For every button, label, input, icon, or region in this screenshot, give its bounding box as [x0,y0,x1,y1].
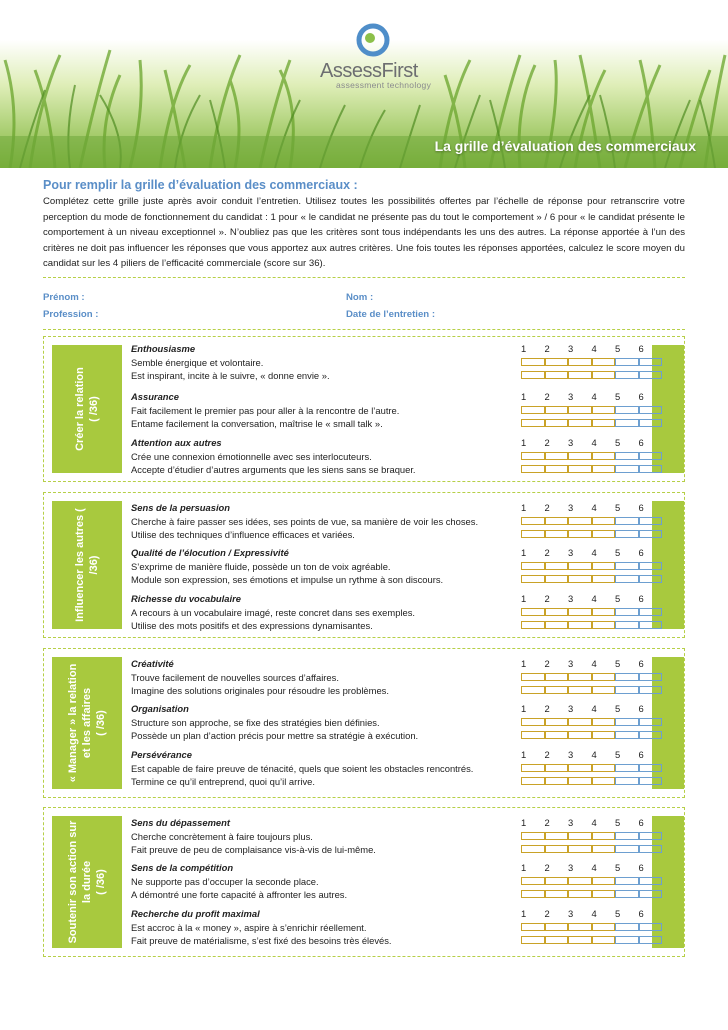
scale-number: 4 [591,908,597,919]
scale-number: 1 [521,502,527,513]
rating-scale [521,702,662,743]
scale-number: 2 [544,391,550,402]
rating-checkbox[interactable] [639,575,663,583]
rating-checkbox[interactable] [521,621,545,629]
scale-number: 5 [615,703,621,714]
scale-number: 6 [638,547,644,558]
rating-checkbox[interactable] [592,371,616,379]
scale-number: 6 [638,391,644,402]
rating-checkbox[interactable] [639,358,663,366]
rating-checkbox[interactable] [639,686,663,694]
scale-number: 4 [591,703,597,714]
rating-checkbox[interactable] [615,530,639,538]
scale-number: 5 [615,391,621,402]
section-label-bar [52,657,122,789]
rating-checkbox[interactable] [615,731,639,739]
rating-checkbox[interactable] [568,936,592,944]
scale-number: 1 [521,343,527,354]
criterion: Sens de la persuasion Cherche à faire passer ses idées, ses points de vue, sa manière de voir les choses. Utilise des techniques d’influence efficaces et variées. [131,502,479,540]
rating-checkbox[interactable] [639,530,663,538]
rating-checkbox[interactable] [592,890,616,898]
criterion: Organisation Structure son approche, se fixe des stratégies bien définies. Possède un plan d’action précis pour mettre sa stratégie à exécution. [131,703,419,741]
rating-checkbox[interactable] [545,718,569,726]
rating-checkbox[interactable] [521,718,545,726]
rating-checkbox[interactable] [615,936,639,944]
rating-checkbox[interactable] [568,877,592,885]
rating-checkbox[interactable] [545,562,569,570]
scale-number: 6 [638,817,644,828]
rating-scale [521,748,662,789]
scale-number: 4 [591,749,597,760]
rating-checkbox[interactable] [639,764,663,772]
scale-number: 2 [544,437,550,448]
scale-number: 3 [568,908,574,919]
rating-checkbox[interactable] [545,517,569,525]
rating-checkbox[interactable] [615,621,639,629]
rating-checkbox[interactable] [615,419,639,427]
intro-text: Complétez cette grille juste après avoir conduit l’entretien. Utilisez toutes les possibilités offertes par l’échelle de réponse pour retranscrire votre perception du mode de fonctionnement du candidat : 1 pour « le candidat ne présente pas du tout le comportement » / 6 pour « le candidat présente le comportement à un niveau exceptionnel ». N’oubliez pas que les critères sont tous indépendants les uns des autres. La réponse apportée à l’un des critères ne doit pas influencer les réponses que vous apportez aux autres critères. Une fois toutes les réponses apportées, calculez le score moyen du candidat sur les 4 piliers de l’efficacité commerciale (score sur 36). [43,196,685,270]
rating-checkbox[interactable] [545,465,569,473]
scale-number: 3 [568,547,574,558]
section-label: Créer la relation ( /36) [74,367,100,451]
rating-checkbox[interactable] [639,777,663,785]
rating-checkbox[interactable] [568,452,592,460]
page-title: La grille d’évaluation des commerciaux [434,138,696,154]
rating-scale [521,546,662,587]
rating-checkbox[interactable] [568,358,592,366]
rating-checkbox[interactable] [521,562,545,570]
rating-checkbox[interactable] [639,731,663,739]
scale-number: 1 [521,908,527,919]
scale-number: 3 [568,502,574,513]
rating-checkbox[interactable] [521,877,545,885]
scale-number: 1 [521,703,527,714]
rating-checkbox[interactable] [592,923,616,931]
rating-checkbox[interactable] [521,777,545,785]
section-influencer [43,492,685,638]
scale-number: 1 [521,749,527,760]
scale-number: 6 [638,658,644,669]
rating-checkbox[interactable] [615,686,639,694]
scale-number: 5 [615,658,621,669]
scale-number: 3 [568,391,574,402]
rating-checkbox[interactable] [615,406,639,414]
profession-label[interactable]: Profession : [43,309,99,320]
rating-checkbox[interactable] [568,608,592,616]
logo-name: AssessFirst [320,60,418,82]
criterion: Assurance Fait facilement le premier pas pour aller à la rencontre de l’autre. Entame facilement la conversation, maîtrise le « small talk ». [131,391,400,429]
rating-checkbox[interactable] [545,777,569,785]
rating-checkbox[interactable] [639,877,663,885]
rating-checkbox[interactable] [545,608,569,616]
rating-checkbox[interactable] [639,673,663,681]
scale-number: 5 [615,749,621,760]
scale-number: 3 [568,343,574,354]
criterion: Sens du dépassement Cherche concrètement à faire toujours plus. Fait preuve de peu de complaisance vis-à-vis de lui-même. [131,817,376,855]
rating-checkbox[interactable] [568,832,592,840]
criterion: Créativité Trouve facilement de nouvelles sources d’affaires. Imagine des solutions originales pour résoudre les problèmes. [131,658,389,696]
scale-number: 1 [521,547,527,558]
scale-number: 6 [638,343,644,354]
rating-checkbox[interactable] [545,358,569,366]
rating-checkbox[interactable] [592,452,616,460]
rating-checkbox[interactable] [615,877,639,885]
rating-checkbox[interactable] [639,371,663,379]
scale-number: 5 [615,437,621,448]
rating-checkbox[interactable] [521,530,545,538]
scale-number: 6 [638,908,644,919]
rating-scale [521,342,662,383]
rating-scale [521,436,662,477]
rating-scale [521,390,662,431]
rating-checkbox[interactable] [568,890,592,898]
rating-checkbox[interactable] [592,562,616,570]
rating-checkbox[interactable] [521,686,545,694]
rating-checkbox[interactable] [639,465,663,473]
scale-number: 3 [568,658,574,669]
rating-checkbox[interactable] [615,890,639,898]
rating-checkbox[interactable] [592,936,616,944]
rating-checkbox[interactable] [521,465,545,473]
logo-tagline: assessment technology [336,80,432,90]
rating-checkbox[interactable] [545,877,569,885]
rating-checkbox[interactable] [639,608,663,616]
scale-number: 2 [544,658,550,669]
rating-checkbox[interactable] [639,718,663,726]
rating-checkbox[interactable] [639,923,663,931]
scale-number: 2 [544,862,550,873]
rating-checkbox[interactable] [615,673,639,681]
rating-checkbox[interactable] [545,764,569,772]
scale-number: 5 [615,547,621,558]
scale-number: 6 [638,749,644,760]
rating-checkbox[interactable] [615,832,639,840]
criterion: Qualité de l’élocution / Expressivité S’exprime de manière fluide, possède un ton de voix agréable. Module son expression, ses émotions et impulse un rythme à son discours. [131,547,444,585]
rating-checkbox[interactable] [545,371,569,379]
scale-number: 1 [521,593,527,604]
rating-checkbox[interactable] [639,845,663,853]
rating-checkbox[interactable] [568,530,592,538]
scale-number: 2 [544,749,550,760]
rating-checkbox[interactable] [615,452,639,460]
rating-checkbox[interactable] [521,936,545,944]
section-label-bar [52,501,122,629]
section-label: « Manager » la relation et les affaires ( /36) [67,663,107,783]
rating-checkbox[interactable] [545,923,569,931]
section-manager-relation [43,648,685,798]
scale-number: 4 [591,391,597,402]
rating-checkbox[interactable] [592,731,616,739]
scale-number: 1 [521,862,527,873]
rating-checkbox[interactable] [592,419,616,427]
rating-checkbox[interactable] [568,517,592,525]
rating-checkbox[interactable] [639,452,663,460]
rating-checkbox[interactable] [592,777,616,785]
section-label: Soutenir son action sur la durée ( /36) [67,820,107,944]
rating-checkbox[interactable] [592,517,616,525]
section-label: Influencer les autres ( /36) [74,508,100,622]
scale-number: 1 [521,658,527,669]
rating-checkbox[interactable] [568,731,592,739]
section-creer-relation [43,336,685,482]
rating-checkbox[interactable] [615,608,639,616]
rating-checkbox[interactable] [521,371,545,379]
intro-title: Pour remplir la grille d’évaluation des commerciaux : [43,178,358,192]
rating-checkbox[interactable] [521,419,545,427]
scale-number: 6 [638,703,644,714]
rating-checkbox[interactable] [615,718,639,726]
rating-checkbox[interactable] [545,673,569,681]
scale-number: 1 [521,437,527,448]
criterion: Persévérance Est capable de faire preuve de ténacité, quels que soient les obstacles rencontrés. Termine ce qu’il entreprend, quoi qu’il arrive. [131,749,474,787]
rating-checkbox[interactable] [615,764,639,772]
rating-checkbox[interactable] [615,371,639,379]
rating-checkbox[interactable] [568,845,592,853]
rating-checkbox[interactable] [521,358,545,366]
rating-scale [521,861,662,902]
rating-checkbox[interactable] [521,517,545,525]
divider [43,277,685,278]
scale-number: 6 [638,593,644,604]
scale-number: 5 [615,593,621,604]
rating-checkbox[interactable] [568,718,592,726]
rating-checkbox[interactable] [615,465,639,473]
scale-number: 6 [638,437,644,448]
rating-checkbox[interactable] [545,832,569,840]
scale-number: 5 [615,862,621,873]
scale-number: 5 [615,343,621,354]
nom-label[interactable]: Nom : [346,292,374,303]
scale-number: 4 [591,343,597,354]
rating-checkbox[interactable] [521,832,545,840]
rating-checkbox[interactable] [592,358,616,366]
rating-scale [521,657,662,698]
criterion: Attention aux autres Crée une connexion émotionnelle avec ses interlocuteurs. Accepte d’étudier d’autres arguments que les siens sans se braquer. [131,437,416,475]
rating-checkbox[interactable] [639,562,663,570]
rating-checkbox[interactable] [568,764,592,772]
rating-checkbox[interactable] [568,923,592,931]
rating-checkbox[interactable] [592,621,616,629]
scale-number: 4 [591,502,597,513]
rating-checkbox[interactable] [545,686,569,694]
rating-checkbox[interactable] [568,406,592,414]
scale-number: 1 [521,817,527,828]
rating-checkbox[interactable] [568,419,592,427]
scale-number: 5 [615,502,621,513]
rating-checkbox[interactable] [521,452,545,460]
rating-checkbox[interactable] [568,371,592,379]
rating-checkbox[interactable] [568,575,592,583]
rating-checkbox[interactable] [521,731,545,739]
rating-checkbox[interactable] [521,890,545,898]
scale-number: 5 [615,908,621,919]
section-label-bar [52,816,122,948]
scale-number: 2 [544,908,550,919]
rating-checkbox[interactable] [521,845,545,853]
rating-checkbox[interactable] [521,608,545,616]
scale-number: 3 [568,703,574,714]
scale-number: 1 [521,391,527,402]
rating-checkbox[interactable] [592,575,616,583]
rating-checkbox[interactable] [545,621,569,629]
rating-checkbox[interactable] [592,608,616,616]
rating-checkbox[interactable] [639,936,663,944]
rating-checkbox[interactable] [592,465,616,473]
scale-number: 5 [615,817,621,828]
header-banner [0,0,728,168]
rating-checkbox[interactable] [592,530,616,538]
scale-number: 2 [544,502,550,513]
rating-checkbox[interactable] [639,832,663,840]
rating-checkbox[interactable] [592,877,616,885]
scale-number: 3 [568,862,574,873]
date-label[interactable]: Date de l’entretien : [346,309,436,320]
rating-checkbox[interactable] [615,562,639,570]
rating-checkbox[interactable] [568,673,592,681]
rating-checkbox[interactable] [545,419,569,427]
rating-checkbox[interactable] [615,777,639,785]
criterion: Enthousiasme Semble énergique et volontaire. Est inspirant, incite à le suivre, « donne envie ». [131,343,330,381]
rating-checkbox[interactable] [615,517,639,525]
section-label-bar [52,345,122,473]
rating-checkbox[interactable] [615,358,639,366]
scale-number: 3 [568,817,574,828]
rating-scale [521,592,662,633]
scale-number: 2 [544,817,550,828]
rating-checkbox[interactable] [592,764,616,772]
prenom-label[interactable]: Prénom : [43,292,85,303]
scale-number: 2 [544,547,550,558]
rating-checkbox[interactable] [521,575,545,583]
rating-checkbox[interactable] [592,406,616,414]
rating-checkbox[interactable] [592,832,616,840]
criterion: Richesse du vocabulaire A recours à un vocabulaire imagé, reste concret dans ses exemples. Utilise des mots positifs et des expressions dynamisantes. [131,593,416,631]
scale-number: 6 [638,862,644,873]
rating-checkbox[interactable] [639,419,663,427]
rating-checkbox[interactable] [521,764,545,772]
scale-number: 4 [591,547,597,558]
rating-scale [521,816,662,857]
rating-checkbox[interactable] [545,731,569,739]
rating-checkbox[interactable] [545,890,569,898]
rating-checkbox[interactable] [615,923,639,931]
rating-checkbox[interactable] [545,575,569,583]
rating-checkbox[interactable] [521,673,545,681]
scale-number: 4 [591,437,597,448]
rating-checkbox[interactable] [545,845,569,853]
scale-number: 3 [568,437,574,448]
rating-checkbox[interactable] [568,621,592,629]
rating-scale [521,907,662,948]
scale-number: 4 [591,593,597,604]
rating-checkbox[interactable] [521,406,545,414]
rating-checkbox[interactable] [639,517,663,525]
rating-checkbox[interactable] [592,673,616,681]
rating-checkbox[interactable] [592,686,616,694]
rating-checkbox[interactable] [615,845,639,853]
scale-number: 2 [544,703,550,714]
rating-checkbox[interactable] [639,621,663,629]
rating-checkbox[interactable] [521,923,545,931]
rating-checkbox[interactable] [545,530,569,538]
rating-scale [521,501,662,542]
scale-number: 2 [544,343,550,354]
rating-checkbox[interactable] [568,465,592,473]
rating-checkbox[interactable] [545,936,569,944]
scale-number: 6 [638,502,644,513]
rating-checkbox[interactable] [568,562,592,570]
rating-checkbox[interactable] [568,777,592,785]
scale-number: 4 [591,817,597,828]
scale-number: 4 [591,862,597,873]
rating-checkbox[interactable] [592,718,616,726]
scale-number: 3 [568,593,574,604]
rating-checkbox[interactable] [592,845,616,853]
scale-number: 3 [568,749,574,760]
criterion: Recherche du profit maximal Est accroc à la « money », aspire à s’enrichir réellement. Fait preuve de matérialisme, s’est fixé des besoins très élevés. [131,908,392,946]
rating-checkbox[interactable] [568,686,592,694]
section-soutenir-action [43,807,685,957]
criterion: Sens de la compétition Ne supporte pas d’occuper la seconde place. A démontré une forte capacité à affronter les autres. [131,862,348,900]
scale-number: 4 [591,658,597,669]
rating-checkbox[interactable] [545,406,569,414]
rating-checkbox[interactable] [615,575,639,583]
divider [43,329,685,330]
rating-checkbox[interactable] [639,406,663,414]
scale-number: 2 [544,593,550,604]
rating-checkbox[interactable] [639,890,663,898]
rating-checkbox[interactable] [545,452,569,460]
